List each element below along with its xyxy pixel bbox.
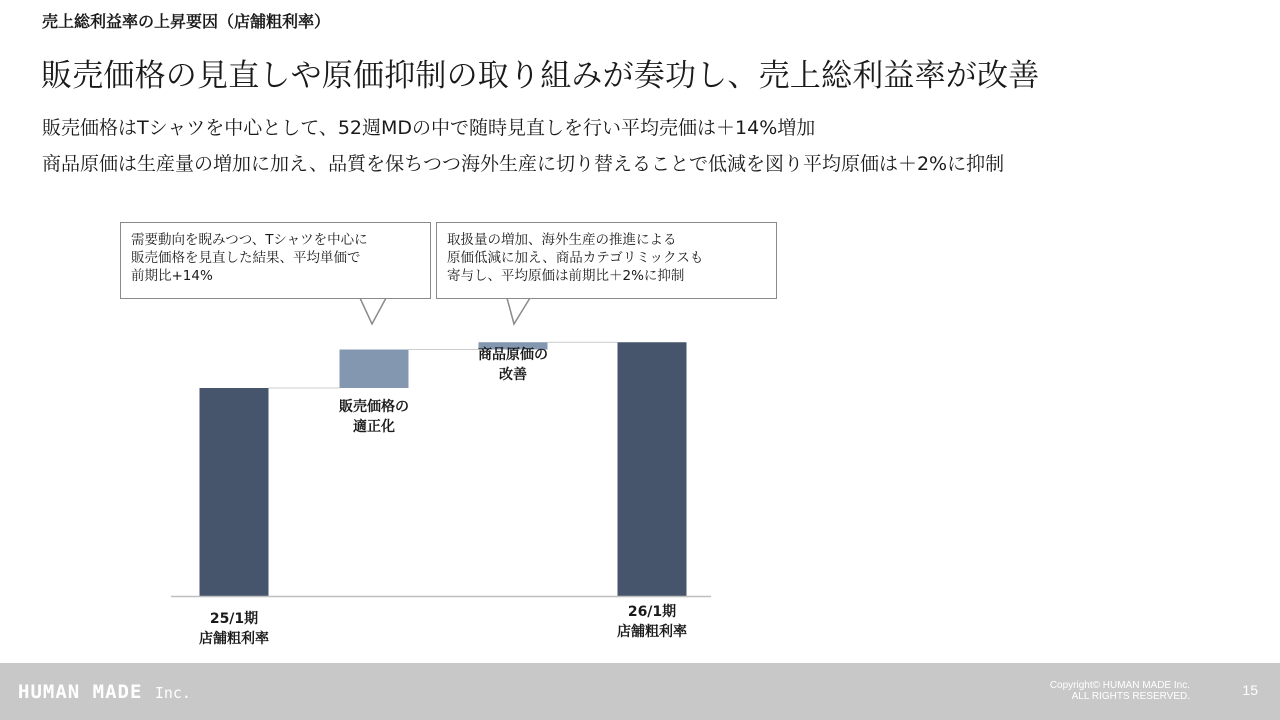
copyright-line: Copyright© HUMAN MADE Inc.: [1049, 680, 1190, 691]
logo-suffix: Inc.: [154, 684, 191, 702]
callout-cost: [436, 222, 777, 299]
callout-cost-line: 原価低減に加え、商品カテゴリミックスも: [447, 250, 704, 266]
callout-price: [120, 222, 431, 299]
bar-label: [478, 345, 548, 385]
bar-label: [339, 397, 409, 437]
bar-label: [199, 609, 269, 649]
callout-price-line: 需要動向を睨みつつ、Tシャツを中心に: [131, 232, 368, 248]
page-number: 15: [1242, 682, 1258, 698]
callout-cost-line: 寄与し、平均原価は前期比＋2%に抑制: [447, 268, 685, 284]
bar-label-line: 販売価格の: [339, 399, 409, 415]
bar-label-line: 25/1期: [209, 611, 259, 627]
callout-price-line: 前期比+14%: [131, 268, 213, 284]
bar-label: [617, 602, 687, 642]
waterfall-bar: [200, 388, 269, 596]
body-line-cost: 商品原価は生産量の増加に加え、品質を保ちつつ海外生産に切り替えることで低減を図り平均原価は＋2%に抑制: [42, 153, 1005, 175]
callout-cost-line: 取扱量の増加、海外生産の推進による: [447, 232, 677, 248]
waterfall-bar: [340, 350, 409, 388]
callout-tail: [360, 298, 386, 324]
callout-price-line: 販売価格を見直した結果、平均単価で: [131, 250, 361, 266]
waterfall-bar: [618, 342, 687, 596]
copyright-line: ALL RIGHTS RESERVED.: [1071, 691, 1190, 702]
copyright: [1050, 680, 1190, 702]
body-line-price: 販売価格はTシャツを中心として、52週MDの中で随時見直しを行い平均売価は＋14%増加: [42, 117, 816, 139]
bar-label-line: 適正化: [353, 419, 395, 435]
bar-label-line: 改善: [499, 367, 527, 383]
slide-label: 売上総利益率の上昇要因（店舗粗利率）: [42, 12, 331, 31]
bar-label-line: 26/1期: [627, 604, 677, 620]
callout-tail: [507, 298, 530, 324]
footer: [0, 663, 1280, 720]
logo-text: HUMAN MADE: [18, 681, 143, 703]
headline: 販売価格の見直しや原価抑制の取り組みが奏功し、売上総利益率が改善: [41, 58, 1040, 94]
bar-label-line: 店舗粗利率: [617, 624, 687, 640]
company-logo: [18, 681, 191, 703]
bar-label-line: 商品原価の: [478, 347, 548, 363]
bar-label-line: 店舗粗利率: [199, 631, 269, 647]
